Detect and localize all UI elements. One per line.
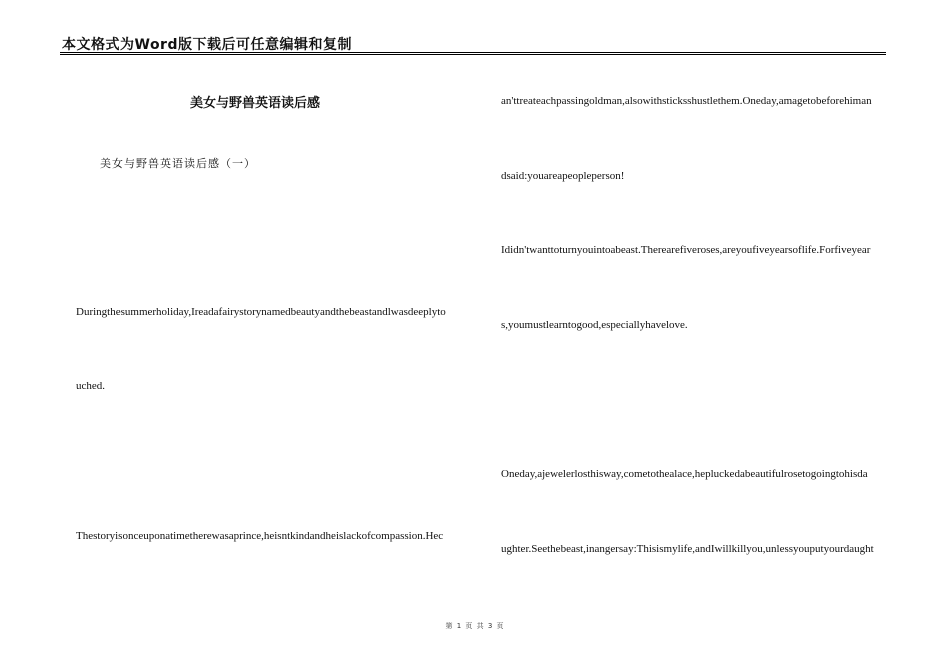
text-line: uched.	[76, 380, 106, 392]
header-text: 本文格式为Word版下载后可任意编辑和复制	[62, 37, 352, 53]
text-line: ughter.Seethebeast,inangersay:Thisismylife,andIwillkillyou,unlessyouputyourdaught	[501, 543, 874, 555]
header-rule	[60, 52, 886, 53]
text-line: Duringthesummerholiday,Ireadafairystorynamedbeautyandthebeastandlwasdeeplyto	[76, 306, 446, 318]
text-line: dsaid:youareapeopleperson!	[501, 170, 625, 182]
section-subtitle: 美女与野兽英语读后感（一）	[100, 157, 256, 170]
page-footer: 第 1 页 共 3 页	[445, 622, 505, 630]
text-line: Ididn'twanttoturnyouintoabeast.Therearefiveroses,areyoufiveyearsoflife.Forfiveyear	[501, 244, 871, 256]
document-title: 美女与野兽英语读后感	[190, 96, 321, 111]
header-rule-double	[60, 54, 886, 55]
text-line: Oneday,ajewelerlosthisway,cometothealace,hepluckedabeautifulrosetogoingtohisda	[501, 468, 868, 480]
text-line: s,youmustlearntogood,especiallyhavelove.	[501, 319, 688, 331]
text-line: an'ttreateachpassingoldman,alsowithsticksshustlethem.Oneday,amagetobeforehiman	[501, 95, 872, 107]
text-line: Thestoryisonceuponatimetherewasaprince,heisntkindandheislackofcompassion.Hec	[76, 530, 444, 542]
